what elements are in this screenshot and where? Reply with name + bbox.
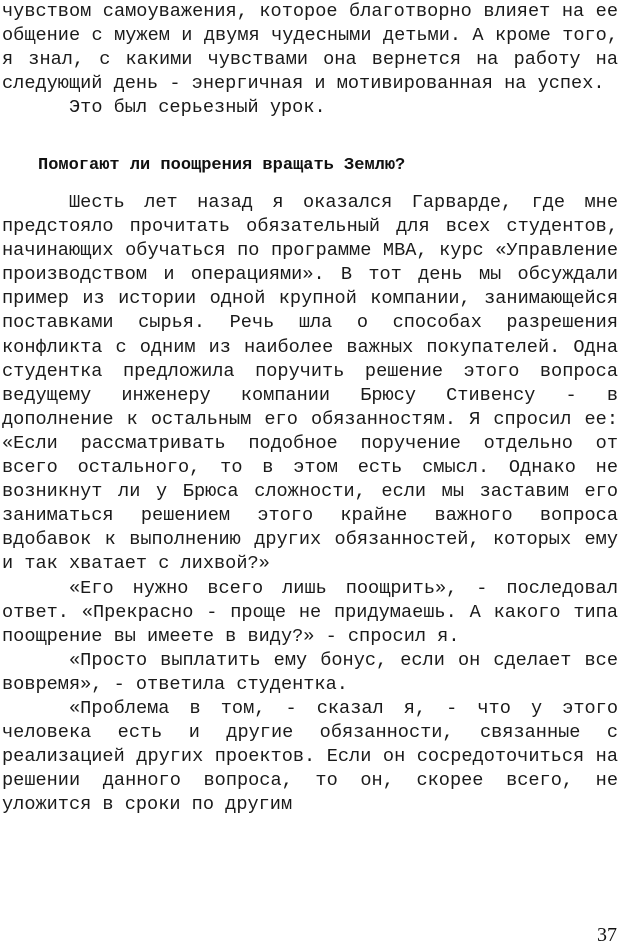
paragraph: чувством самоуважения, которое благотворно влияет на ее общение с мужем и двумя чудесными детьми. А кроме того, я знал, с какими чувствами она вернется на работу на следующий день - энергичная и мотивированная на успех.: [2, 1, 618, 95]
page-number: 37: [597, 924, 617, 946]
paragraph: Это был серьезный урок.: [69, 97, 326, 119]
paragraph: «Проблема в том, - сказал я, - что у этого человека есть и другие обязанности, связанные с реализацией других проектов. Если он сосредоточиться на решении данного вопроса, то он, скорее всего, не уложится в сроки по другим: [2, 697, 618, 816]
paragraph: «Просто выплатить ему бонус, если он сделает все вовремя», - ответила студентка.: [2, 649, 618, 695]
section-heading: Помогают ли поощрения вращать Землю?: [38, 156, 406, 175]
paragraph: Шесть лет назад я оказался Гарварде, где мне предстояло прочитать обязательный для всех студентов, начинающих обучаться по программе MBA, курс «Управление производством и операциями». В тот день мы обсуждали пример из истории одной крупной компании, занимающейся поставками сырья. Речь шла о способах разрешения конфликта с одним из наиболее важных покупателей. Одна студентка предложила поручить решение этого вопроса ведущему инженеру компании Брюсу Стивенсу - в дополнение к остальным его обязанностям. Я спросил ее: «Если рассматривать подобное поручение отдельно от всего остального, то в этом есть смысл. Однако не возникнут ли у Брюса сложности, если мы заставим его заниматься решением этого крайне важного вопроса вдобавок к выполнению других обязанностей, которых ему и так хватает с лихвой?»: [2, 192, 618, 575]
body-text-block: [2, 191, 618, 817]
paragraph: «Его нужно всего лишь поощрить», - последовал ответ. «Прекрасно - проще не придумаешь. А какого типа поощрение вы имеете в виду?» - спросил я.: [2, 577, 618, 647]
top-text-block: [2, 0, 618, 120]
